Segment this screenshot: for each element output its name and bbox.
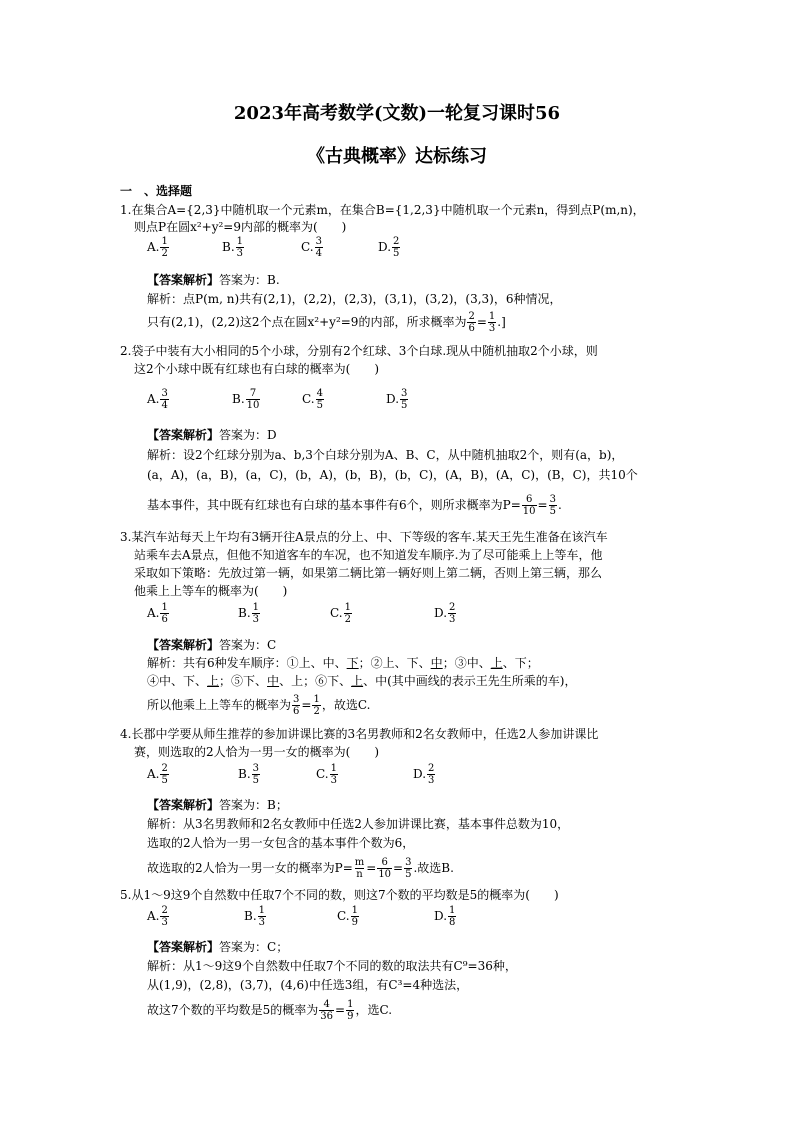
fraction: $\frac{3}{5}$ <box>401 388 408 411</box>
fraction: $\frac{1}{2}$ <box>161 236 168 259</box>
q2-stem-line1: 2.袋子中装有大小相同的5个小球，分别有2个红球、3个白球.现从中随机抽取2个小球，则 <box>120 344 598 358</box>
fraction: $\frac{3}{5}$ <box>252 763 260 786</box>
q1-option-a: A. $\frac{1}{2}$ <box>147 236 168 259</box>
q1-stem-line2: 则点P在圆x²+y²=9内部的概率为( ) <box>134 220 347 234</box>
q1-answer: 【答案解析】答案为：B. <box>147 273 280 287</box>
document-title: 2023年高考数学(文数)一轮复习课时56 <box>233 103 561 124</box>
q5-explanation-line1: 解析：从1～9这9个自然数中任取7个不同的数的取法共有C⁹=36种， <box>147 959 517 973</box>
q3-stem-line2: 站乘车去A景点，但他不知道客车的车况，也不知道发车顺序.为了尽可能乘上上等车，他 <box>134 548 603 562</box>
fraction: $\frac{1}{9}$ <box>351 905 358 928</box>
fraction: $\frac{1}{3}$ <box>252 602 260 625</box>
fraction: $\frac{1}{2}$ <box>313 694 320 717</box>
q5-answer: 【答案解析】答案为：C； <box>147 940 289 954</box>
q1-option-c: C. $\frac{3}{4}$ <box>301 236 322 259</box>
fraction: $\frac{2}{3}$ <box>428 763 435 786</box>
q3-stem-line4: 他乘上上等车的概率为( ) <box>134 584 288 598</box>
q4-answer: 【答案解析】答案为：B； <box>147 798 288 812</box>
fraction: $\frac{1}{3}$ <box>258 905 266 928</box>
fraction: $\frac{4}{36}$ <box>320 999 334 1022</box>
fraction: $\frac{1}{9}$ <box>347 999 354 1022</box>
fraction: $\frac{6}{10}$ <box>378 857 392 880</box>
section-heading: 一 、选择题 <box>120 184 193 198</box>
fraction: $\frac{4}{5}$ <box>316 388 323 411</box>
q1-option-d: D. $\frac{2}{5}$ <box>378 236 400 259</box>
q5-explanation-line3: 故这7个数的平均数是5的概率为 $\frac{4}{36}$ = $\frac{1}{9}$ ，选C. <box>147 999 393 1022</box>
fraction: $\frac{1}{2}$ <box>344 602 351 625</box>
fraction: $\frac{1}{3}$ <box>488 311 496 334</box>
q4-stem-line1: 4.长郡中学要从师生推荐的参加讲课比赛的3名男教师和2名女教师中，任选2人参加讲课比 <box>120 727 599 741</box>
fraction: $\frac{2}{3}$ <box>161 905 168 928</box>
fraction: $\frac{7}{10}$ <box>246 388 260 411</box>
fraction: $\frac{2}{3}$ <box>449 602 456 625</box>
q3-explanation-line3: 所以他乘上上等车的概率为 $\frac{3}{6}$ = $\frac{1}{2}$ ，故选C. <box>147 694 371 717</box>
fraction: $\frac{2}{6}$ <box>468 311 475 334</box>
q2-option-a: A. $\frac{3}{4}$ <box>147 388 168 411</box>
q3-option-b: B. $\frac{1}{3}$ <box>238 602 260 625</box>
q5-option-b: B. $\frac{1}{3}$ <box>244 905 266 928</box>
q4-explanation-line2: 选取的2人恰为一男一女包含的基本事件个数为6， <box>147 836 415 850</box>
fraction: $\frac{2}{5}$ <box>393 236 400 259</box>
q2-explanation-line1: 解析：设2个红球分别为a、b,3个白球分别为A、B、C，从中随机抽取2个，则有(a，b)， <box>147 448 624 462</box>
q3-stem-line3: 采取如下策略：先放过第一辆，如果第二辆比第一辆好则上第二辆，否则上第三辆，那么 <box>134 566 603 580</box>
q1-option-b: B. $\frac{1}{3}$ <box>222 236 244 259</box>
fraction: $\frac{3}{4}$ <box>315 236 322 259</box>
q5-option-d: D. $\frac{1}{8}$ <box>434 905 456 928</box>
q1-explanation-line2: 只有(2,1)，(2,2)这2个点在圆x²+y²=9的内部，所求概率为 $\frac{2}{6}$ = $\frac{1}{3}$ .] <box>147 311 506 334</box>
q4-explanation-line3: 故选取的2人恰为一男一女的概率为P= $\frac{m}{n}$ = $\frac{6}{10}$ = $\frac{3}{5}$ .故选B. <box>147 857 454 880</box>
q3-option-a: A. $\frac{1}{6}$ <box>147 602 168 625</box>
q5-stem-line1: 5.从1～9这9个自然数中任取7个不同的数，则这7个数的平均数是5的概率为( ) <box>120 888 559 902</box>
q5-explanation-line2: 从(1,9)，(2,8)，(3,7)，(4,6)中任选3组，有C³=4种选法， <box>147 978 469 992</box>
q4-stem-line2: 赛，则选取的2人恰为一男一女的概率为( ) <box>134 745 379 759</box>
fraction: $\frac{2}{5}$ <box>161 763 168 786</box>
q4-option-a: A. $\frac{2}{5}$ <box>147 763 168 786</box>
fraction: $\frac{3}{5}$ <box>405 857 412 880</box>
q5-option-a: A. $\frac{2}{3}$ <box>147 905 168 928</box>
q4-option-d: D. $\frac{2}{3}$ <box>413 763 435 786</box>
fraction: $\frac{1}{3}$ <box>236 236 244 259</box>
q3-answer: 【答案解析】答案为：C <box>147 638 277 652</box>
q1-explanation-line1: 解析：点P(m, n)共有(2,1)，(2,2)，(2,3)，(3,1)，(3,2)，(3,3)，6种情况， <box>147 292 562 306</box>
document-subtitle: 《古典概率》达标练习 <box>307 146 487 167</box>
q4-option-b: B. $\frac{3}{5}$ <box>238 763 260 786</box>
fraction: $\frac{3}{6}$ <box>293 694 300 717</box>
q3-explanation-line1: 解析：共有6种发车顺序：①上、中、下；②上、下、中；③中、上、下； <box>147 656 539 670</box>
q3-option-d: D. $\frac{2}{3}$ <box>434 602 456 625</box>
fraction: $\frac{1}{8}$ <box>449 905 456 928</box>
q3-option-c: C. $\frac{1}{2}$ <box>330 602 351 625</box>
q5-option-c: C. $\frac{1}{9}$ <box>337 905 358 928</box>
fraction: $\frac{3}{5}$ <box>549 494 556 517</box>
q2-stem-line2: 这2个小球中既有红球也有白球的概率为( ) <box>134 362 379 376</box>
fraction: $\frac{1}{3}$ <box>330 763 337 786</box>
q2-option-c: C. $\frac{4}{5}$ <box>302 388 323 411</box>
q2-explanation-line2: (a，A)，(a，B)，(a，C)，(b，A)，(b，B)，(b，C)，(A，B)，(A，C)，(B，C)，共10个 <box>147 468 638 482</box>
q4-option-c: C. $\frac{1}{3}$ <box>316 763 337 786</box>
fraction: $\frac{m}{n}$ <box>354 857 365 880</box>
q2-explanation-line3: 基本事件，其中既有红球也有白球的基本事件有6个，则所求概率为P= $\frac{6}{10}$ = $\frac{3}{5}$ . <box>147 494 562 517</box>
q2-option-b: B. $\frac{7}{10}$ <box>232 388 260 411</box>
fraction: $\frac{6}{10}$ <box>522 494 536 517</box>
q4-explanation-line1: 解析：从3名男教师和2名女教师中任选2人参加讲课比赛，基本事件总数为10， <box>147 817 570 831</box>
fraction: $\frac{3}{4}$ <box>161 388 168 411</box>
q3-stem-line1: 3.某汽车站每天上午均有3辆开往A景点的分上、中、下等级的客车.某天王先生准备在该汽车 <box>120 530 608 544</box>
fraction: $\frac{1}{6}$ <box>161 602 168 625</box>
q2-option-d: D. $\frac{3}{5}$ <box>386 388 408 411</box>
q3-explanation-line2: ④中、下、上；⑤下、中、上；⑥下、上、中(其中画线的表示王先生所乘的车)， <box>147 674 577 688</box>
q1-stem-line1: 1.在集合A={2,3}中随机取一个元素m，在集合B={1,2,3}中随机取一个元素n，得到点P(m,n)， <box>120 203 645 217</box>
q2-answer: 【答案解析】答案为：D <box>147 428 277 442</box>
